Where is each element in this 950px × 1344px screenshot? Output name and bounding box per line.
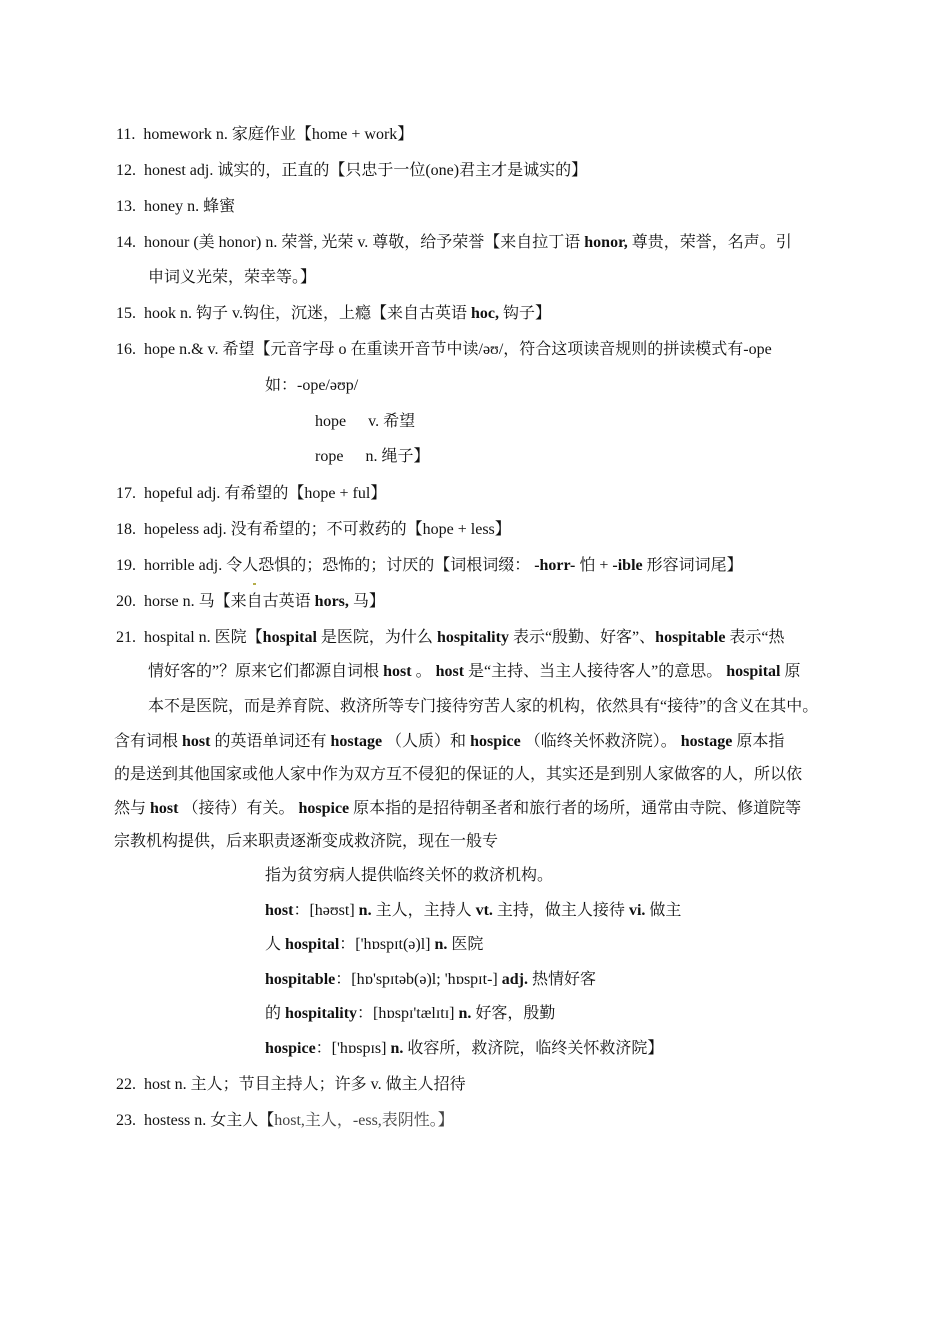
entry-16-example-hope: hope v. 希望 [315,413,416,430]
entry-23 [116,1111,454,1131]
entry-21-def-hospital: 人 hospital：['hɒspɪt(ə)l] n. 医院 [265,936,484,953]
entry-text: 钩子】 [498,305,551,322]
entry-19 [116,556,743,576]
entry-number: 22. [116,1076,136,1093]
entry-21-line-3: 本不是医院，而是养育院、救济所等专门接待穷苦人家的机构，依然具有“接待”的含义在其中。 [148,698,819,715]
entry-number: 12. [116,162,136,179]
entry-21-line-8: 指为贫穷病人提供临终关怀的救济机构。 [265,867,554,884]
entry-21-def-hospitable: hospitable：[hɒ'spɪtəb(ə)l; 'hɒspɪt-] adj. 热情好客 [265,971,596,988]
entry-number: 11. [116,126,136,143]
entry-number: 13. [116,198,136,215]
entry-12 [116,161,587,181]
entry-number: 16. [116,341,136,358]
entry-text: 尊贵，荣誉，名声。引 [627,234,792,251]
entry-16 [116,340,772,360]
entry-text: host n. 主人；节目主持人；许多 v. 做主人招待 [144,1076,466,1093]
entry-text: horse n. 马【来自古英语 [144,593,315,610]
entry-number: 15. [116,305,136,322]
entry-21-line-4: 含有词根 host 的英语单词还有 hostage （人质）和 hospice （临终关怀救济院）。 hostage 原本指 [114,733,785,750]
entry-number: 18. [116,521,136,538]
entry-21: 21. hospital n. 医院【hospital 是医院，为什么 hospitality 表示“殷勤、好客”、hospitable 表示“热 [116,629,785,646]
entry-16-example-heading: 如：-ope/əʊp/ [265,377,359,394]
entry-number: 19. [116,557,136,574]
entry-text: 怕 + [575,557,613,574]
entry-number: 20. [116,593,136,610]
entry-21-def-hospice: hospice：['hɒspɪs] n. 收容所，救济院，临终关怀救济院】 [265,1040,664,1057]
entry-13 [116,197,235,217]
entry-21-line-5: 的是送到其他国家或他人家中作为双方互不侵犯的保证的人，其实还是到别人家做客的人，所以依 [114,766,803,783]
entry-21-def-hospitality: 的 hospitality：[hɒspɪ'tælɪtɪ] n. 好客，殷勤 [265,1005,556,1022]
entry-16-example-rope: rope n. 绳子】 [315,448,430,465]
entry-21-line-6: 然与 host （接待）有关。 hospice 原本指的是招待朝圣者和旅行者的场所，通常由寺院、修道院等 [114,800,802,817]
entry-text: host,主人，-ess,表阴性。】 [274,1112,454,1129]
entry-text: honey n. 蜂蜜 [144,198,236,215]
entry-text: hope n.& v. 希望【元音字母 o 在重读开音节中读/əʊ/，符合这项读音规则的拼读模式有-ope [144,341,772,358]
entry-21-def-host: host：[həʊst] n. 主人，主持人 vt. 主持，做主人接待 vi. 做主 [265,902,682,919]
entry-text: hopeless adj. 没有希望的；不可救药的【hope + less】 [144,521,511,538]
entry-text: 形容词词尾】 [642,557,743,574]
entry-text: honest adj. 诚实的，正直的【只忠于一位(one)君主才是诚实的】 [144,162,588,179]
root-word: -horr- [534,557,576,574]
entry-number: 17. [116,485,136,502]
entry-text: hostess n. 女主人【 [144,1112,275,1129]
entry-text: honour (美 honor) n. 荣誉, 光荣 v. 尊敬，给予荣誉【来自拉丁语 [144,234,585,251]
entry-15 [116,304,551,324]
entry-text: 马】 [348,593,385,610]
entry-21-line-7: 宗教机构提供，后来职责逐渐变成救济院，现在一般专 [114,833,499,850]
suffix-word: -ible [612,557,643,574]
entry-14 [116,233,792,253]
entry-21-line-2: 情好客的”？原来它们都源自词根 host 。 host 是“主持、当主人接待客人”的意思。 hospital 原 [148,663,801,680]
entry-number: 14. [116,234,136,251]
entry-text: hopeful adj. 有希望的【hope + ful】 [144,485,387,502]
entry-22 [116,1075,466,1095]
etymology-word: hoc, [470,305,499,322]
entry-number: 21. [116,629,136,646]
entry-20 [116,592,385,612]
etymology-word: hors, [314,593,349,610]
entry-text: homework n. 家庭作业【home + work】 [143,126,414,143]
etymology-word: honor, [584,234,628,251]
entry-14-continuation [148,268,316,288]
entry-17 [116,484,386,504]
entry-text: horrible adj. 令人恐惧的；恐怖的；讨厌的【词根词缀： [144,557,535,574]
entry-11 [116,125,413,145]
entry-number: 23. [116,1112,136,1129]
entry-text: 申词义光荣，荣幸等。】 [148,269,317,286]
entry-text: hook n. 钩子 v.钩住，沉迷，上瘾【来自古英语 [144,305,471,322]
stray-mark [253,583,256,585]
entry-18 [116,520,511,540]
